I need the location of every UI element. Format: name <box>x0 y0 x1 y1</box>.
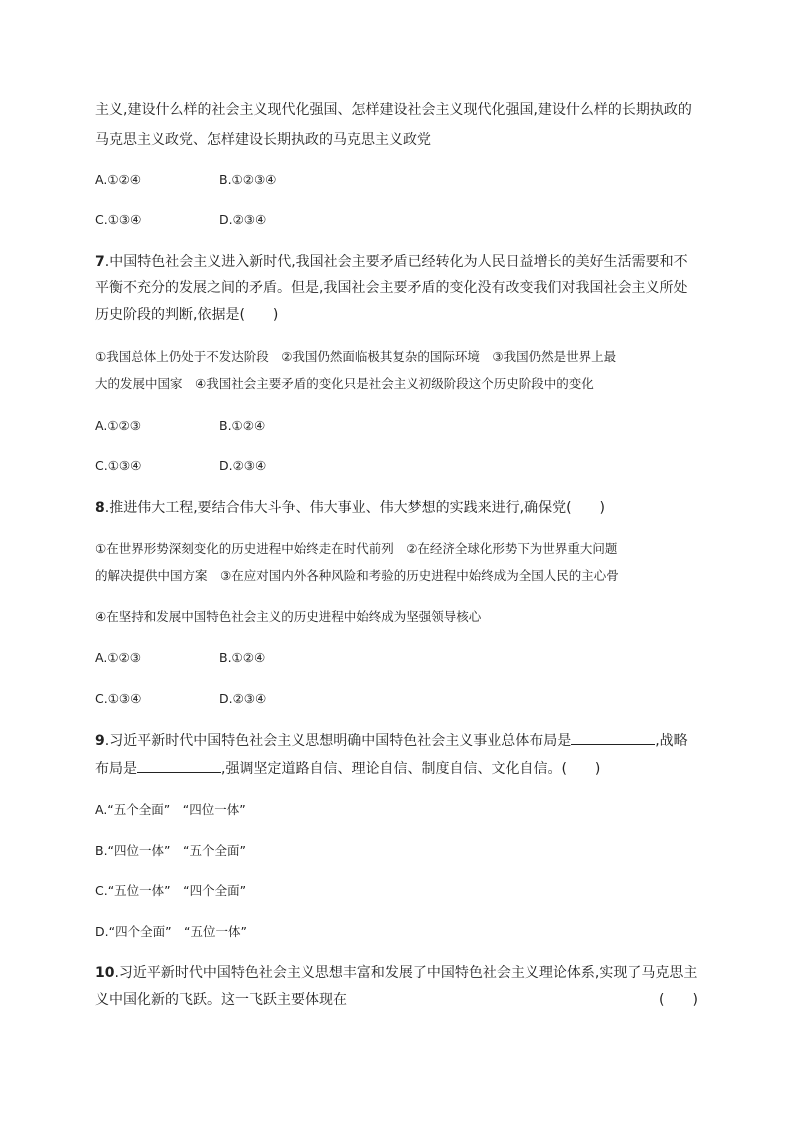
q9-stem-text-1a: .习近平新时代中国特色社会主义思想明确中国特色社会主义事业总体布局是 <box>104 733 572 749</box>
q6-stem-line-2: 马克思主义政党、怎样建设长期执政的马克思主义政党 <box>95 132 431 148</box>
q6-options-ab <box>95 170 695 190</box>
q8-options-cd <box>95 689 695 709</box>
q6-option-a[interactable]: A.①②④ <box>95 172 141 187</box>
q7-option-b[interactable]: B.①②④ <box>219 418 266 433</box>
q10-stem-text-1: .习近平新时代中国特色社会主义思想丰富和发展了中国特色社会主义理论体系,实现了马克思主 <box>114 965 698 981</box>
q7-option-d[interactable]: D.②③④ <box>219 458 267 473</box>
q6-stem-line-1: 主义,建设什么样的社会主义现代化强国、怎样建设社会主义现代化强国,建设什么样的长期执政的 <box>95 102 692 118</box>
q10-number: 10 <box>95 965 115 981</box>
q8-stem-line-1 <box>95 498 695 518</box>
q6-option-d[interactable]: D.②③④ <box>219 212 267 227</box>
q7-options-cd <box>95 456 695 476</box>
q7-number: 7 <box>95 254 105 270</box>
q9-option-c[interactable]: C.“五位一体” “四个全面” <box>95 883 247 898</box>
q8-option-c[interactable]: C.①③④ <box>95 691 142 706</box>
q10-stem-text-2: 义中国化新的飞跃。这一飞跃主要体现在 <box>95 992 347 1008</box>
q8-option-b[interactable]: B.①②④ <box>219 650 266 665</box>
q9-stem-text-2b: ,强调坚定道路自信、理论自信、制度自信、文化自信。( ) <box>221 761 601 777</box>
q6-options-cd <box>95 210 695 230</box>
q7-stem-line-1 <box>95 252 695 272</box>
q9-stem-text-1b: ,战略 <box>655 733 688 749</box>
q8-stem-text-1: .推进伟大工程,要结合伟大斗争、伟大事业、伟大梦想的实践来进行,确保党( ) <box>104 500 606 516</box>
q8-option-d[interactable]: D.②③④ <box>219 691 267 706</box>
q9-stem-line-1 <box>95 730 695 751</box>
q7-statement-line-1: ①我国总体上仍处于不发达阶段 ②我国仍然面临极其复杂的国际环境 ③我国仍然是世界上最 <box>95 349 617 364</box>
q10-stem-line-1 <box>95 963 698 983</box>
q7-option-a[interactable]: A.①②③ <box>95 418 141 433</box>
q8-statement-line-1: ①在世界形势深刻变化的历史进程中始终走在时代前列 ②在经济全球化形势下为世界重大问题 <box>95 541 618 556</box>
q8-number: 8 <box>95 500 105 516</box>
q9-stem-line-2 <box>95 758 695 779</box>
q8-statement-line-2: 的解决提供中国方案 ③在应对国内外各种风险和考验的历史进程中始终成为全国人民的主心骨 <box>95 568 619 583</box>
q9-option-a[interactable]: A.“五个全面” “四位一体” <box>95 802 246 817</box>
q7-stem-text-1: .中国特色社会主义进入新时代,我国社会主要矛盾已经转化为人民日益增长的美好生活需要和不 <box>104 254 688 270</box>
q9-blank-2[interactable] <box>137 758 221 773</box>
q7-stem-line-2: 平衡不充分的发展之间的矛盾。但是,我国社会主要矛盾的变化没有改变我们对我国社会主义所处 <box>95 280 688 296</box>
q8-statement-line-3: ④在坚持和发展中国特色社会主义的历史进程中始终成为坚强领导核心 <box>95 609 482 624</box>
q9-option-d[interactable]: D.“四个全面” “五位一体” <box>95 924 248 939</box>
q7-stem-line-3: 历史阶段的判断,依据是( ) <box>95 307 279 323</box>
q10-answer-paren[interactable]: ( ) <box>659 992 698 1008</box>
q8-option-a[interactable]: A.①②③ <box>95 650 141 665</box>
q7-statement-line-2: 大的发展中国家 ④我国社会主要矛盾的变化只是社会主义初级阶段这个历史阶段中的变化 <box>95 376 594 391</box>
q6-option-b[interactable]: B.①②③④ <box>219 172 277 187</box>
q8-options-ab <box>95 648 695 668</box>
q9-blank-1[interactable] <box>571 730 655 745</box>
q10-stem-line-2 <box>95 990 698 1010</box>
q9-option-b[interactable]: B.“四位一体” “五个全面” <box>95 843 246 858</box>
q6-option-c[interactable]: C.①③④ <box>95 212 142 227</box>
q7-option-c[interactable]: C.①③④ <box>95 458 142 473</box>
q9-stem-text-2a: 布局是 <box>95 761 137 777</box>
q7-options-ab <box>95 416 695 436</box>
q9-number: 9 <box>95 733 105 749</box>
